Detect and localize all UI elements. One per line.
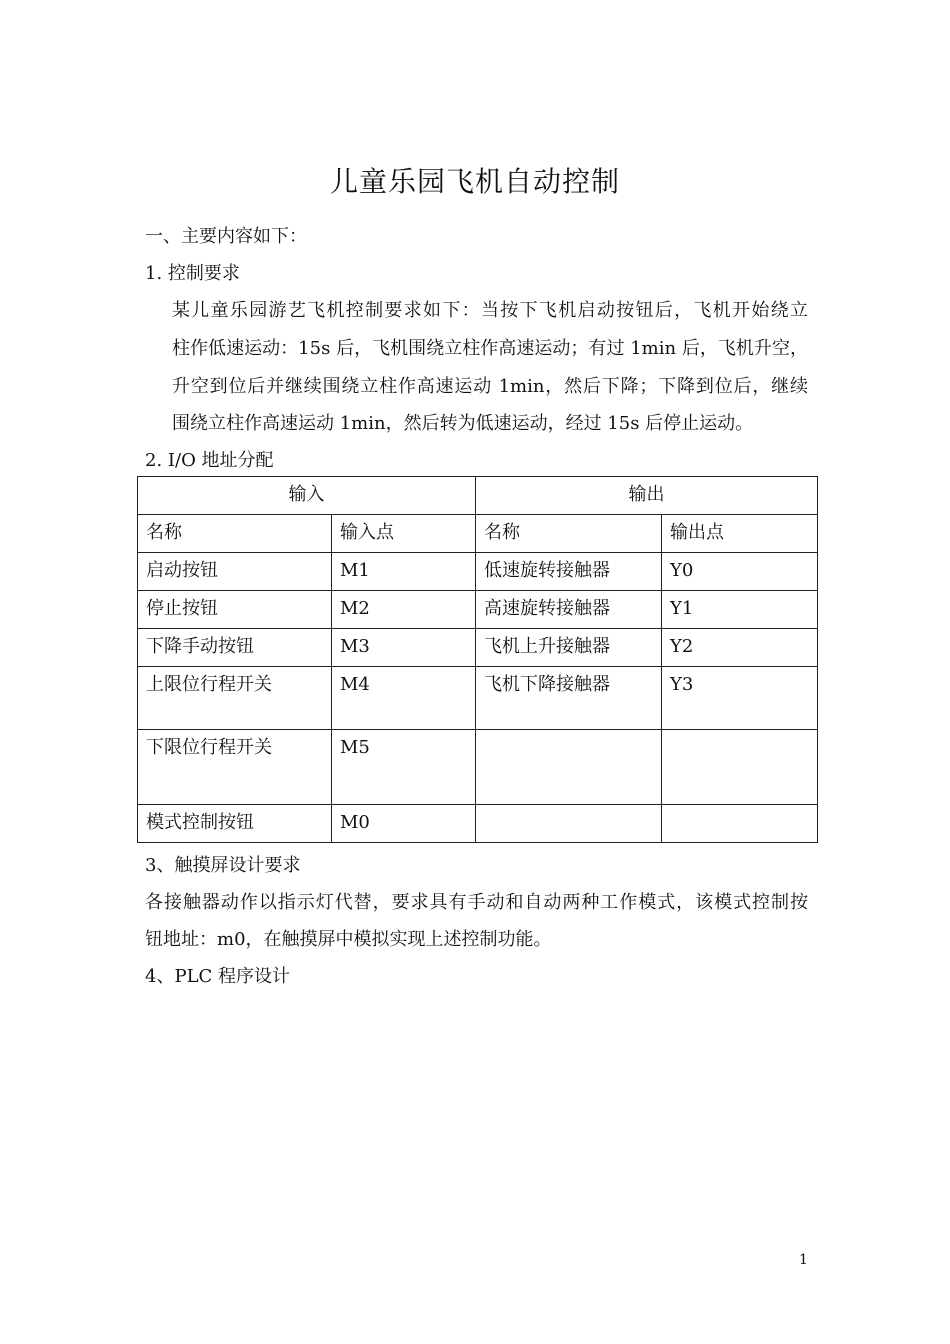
paragraph-line: 围绕立柱作高速运动 1min，然后转为低速运动，经过 15s 后停止运动。 [172, 413, 754, 434]
table-cell: M4 [332, 667, 476, 730]
document-title: 儿童乐园飞机自动控制 [329, 165, 620, 198]
table-cell: M2 [332, 591, 476, 629]
table-cell: Y3 [662, 667, 818, 730]
table-cell: 上限位行程开关 [138, 667, 332, 730]
table-group-header-input: 输入 [138, 477, 476, 515]
table-column-header-row [138, 515, 818, 553]
table-cell: 高速旋转接触器 [476, 591, 662, 629]
table-cell: M0 [332, 805, 476, 843]
table-row [138, 805, 818, 843]
table-cell [476, 805, 662, 843]
table-cell [662, 730, 818, 805]
table-header-cell: 输出点 [662, 515, 818, 553]
table-header-cell: 名称 [476, 515, 662, 553]
table-row [138, 730, 818, 805]
table-cell: 飞机下降接触器 [476, 667, 662, 730]
paragraph-line: 柱作低速运动：15s 后，飞机围绕立柱作高速运动；有过 1min 后，飞机升空， [172, 338, 808, 359]
table-header-cell: 输入点 [332, 515, 476, 553]
paragraph-line: 某儿童乐园游艺飞机控制要求如下：当按下飞机启动按钮后，飞机开始绕立 [172, 300, 808, 321]
table-header-cell: 名称 [138, 515, 332, 553]
table-cell: M1 [332, 553, 476, 591]
table-cell: M3 [332, 629, 476, 667]
section-heading-1: 一、主要内容如下： [145, 226, 307, 247]
item-heading-1: 1. 控制要求 [145, 263, 240, 284]
table-cell [476, 730, 662, 805]
section-heading-3: 3、触摸屏设计要求 [145, 855, 301, 876]
paragraph-line: 各接触器动作以指示灯代替，要求具有手动和自动两种工作模式，该模式控制按 [145, 892, 808, 913]
table-cell: 下降手动按钮 [138, 629, 332, 667]
table-cell: 飞机上升接触器 [476, 629, 662, 667]
table-cell: 停止按钮 [138, 591, 332, 629]
item-heading-2: 2. I/O 地址分配 [145, 450, 274, 471]
table-cell: 启动按钮 [138, 553, 332, 591]
paragraph-line: 升空到位后并继续围绕立柱作高速运动 1min，然后下降；下降到位后，继续 [172, 376, 808, 397]
table-cell: Y1 [662, 591, 818, 629]
table-group-header-output: 输出 [476, 477, 818, 515]
table-row [138, 553, 818, 591]
table-cell: Y2 [662, 629, 818, 667]
table-cell [662, 805, 818, 843]
io-address-table [137, 476, 818, 843]
section-heading-4: 4、PLC 程序设计 [145, 966, 291, 987]
table-cell: 低速旋转接触器 [476, 553, 662, 591]
table-row [138, 667, 818, 730]
table-cell: 模式控制按钮 [138, 805, 332, 843]
table-row [138, 629, 818, 667]
table-cell: 下限位行程开关 [138, 730, 332, 805]
table-cell: M5 [332, 730, 476, 805]
paragraph-line: 钮地址：m0，在触摸屏中模拟实现上述控制功能。 [145, 929, 552, 950]
table-row [138, 591, 818, 629]
table-cell: Y0 [662, 553, 818, 591]
page-number: 1 [799, 1252, 808, 1268]
table-group-header-row [138, 477, 818, 515]
